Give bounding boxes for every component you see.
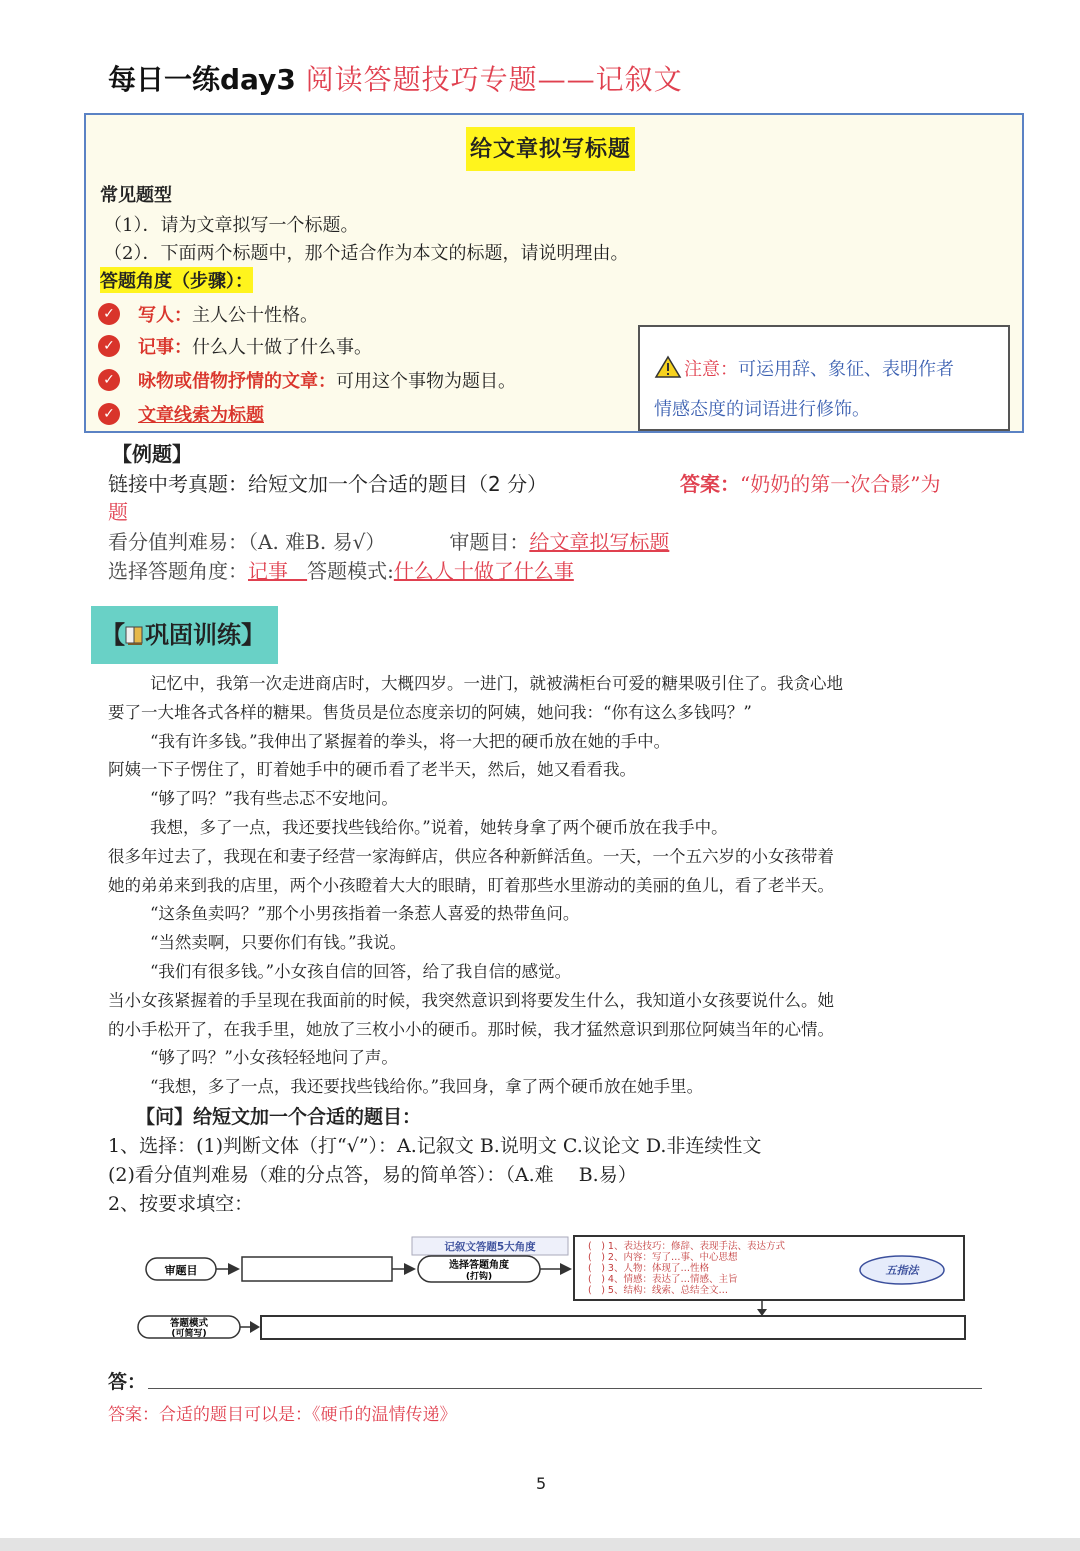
angle-option[interactable]: ( ) 4、情感：表达了…情感、主旨 (588, 1274, 738, 1285)
passage-line: 她的弟弟来到我的店里，两个小孩瞪着大大的眼睛，盯着那些水里游动的美丽的鱼儿，看了老半天。 (108, 875, 834, 895)
check-icon: ✓ (98, 303, 120, 325)
example-question: 链接中考真题：给短文加一个合适的题目（2 分） (108, 472, 548, 496)
note-box (638, 325, 1010, 431)
type-1: （1）．请为文章拟写一个标题。 (104, 215, 359, 236)
angle-item-3: 咏物或借物抒情的文章：可用这个事物为题目。 (138, 371, 516, 392)
mode-input-box[interactable] (261, 1316, 965, 1339)
passage-line: “我想，多了一点，我还要找些钱给你。”我回身，拿了两个硬币放在她手里。 (150, 1077, 704, 1097)
angle-label: 答题角度（步骤）： (100, 267, 253, 293)
angle-item-1: 写人：主人公十性格。 (138, 305, 318, 326)
note-line-2: 情感态度的词语进行修饰。 (654, 399, 870, 420)
passage-line: “我们有很多钱。”小女孩自信的回答，给了我自信的感觉。 (150, 961, 572, 981)
five-angles-label: 记叙文答题5大角度 (444, 1241, 536, 1253)
mode-label: 答题模式 (169, 1318, 209, 1329)
angle-option[interactable]: ( ) 5、结构：线索、总结全文… (588, 1285, 728, 1296)
question-line-1: 1、选择：(1)判断文体（打“√”）：A.记叙文 B.说明文 C.议论文 D.非连续性文 (108, 1135, 762, 1157)
passage-line: 我想，多了一点，我还要找些钱给你。”说着，她转身拿了两个硬币放在我手中。 (150, 817, 728, 837)
answer-line[interactable] (148, 1388, 982, 1389)
title-lead: 每日一练day3 (108, 63, 306, 96)
question-line-2: (2)看分值判难易（难的分点答，易的简单答）：（A.难 B.易） (108, 1164, 637, 1186)
answer-flow-diagram (130, 1230, 980, 1348)
common-types-label: 常见题型 (100, 185, 172, 206)
check-icon: ✓ (98, 403, 120, 425)
answer-label: 答： (108, 1371, 147, 1393)
mode-hint: (可简写) (171, 1329, 207, 1339)
passage-line: “我有许多钱。”我伸出了紧握着的拳头，将一大把的硬币放在她的手中。 (150, 731, 671, 751)
passage-line: 记忆中，我第一次走进商店时，大概四岁。一进门，就被满柜台可爱的糖果吸引住了。我贪心地 (150, 674, 843, 693)
example-angle-line: 选择答题角度：记事 答题模式:什么人十做了什么事 (108, 559, 574, 583)
angle-option[interactable]: ( ) 3、人物：体现了…性格 (588, 1263, 709, 1274)
note-line-1: 注意：可运用辞、象征、表明作者 (654, 355, 954, 381)
five-finger-label: 五指法 (885, 1264, 919, 1277)
page-bottom-strip (0, 1538, 1080, 1551)
passage-line: 的小手松开了，在我手里，她放了三枚小小的硬币。那时候，我才猛然意识到那位阿姨当年的心情。 (108, 1019, 834, 1039)
passage-line: 很多年过去了，我现在和妻子经营一家海鲜店，供应各种新鲜活鱼。一天，一个五六岁的小女孩带着 (108, 846, 834, 866)
tips-card (84, 113, 1024, 433)
passage-line: 要了一大堆各式各样的糖果。售货员是位态度亲切的阿姨，她问我：“你有这么多钱吗？” (108, 702, 752, 722)
review-label: 审题目 (164, 1264, 198, 1277)
example-answer-cont: 题 (108, 500, 128, 524)
question-heading: 【问】给短文加一个合适的题目： (136, 1106, 422, 1128)
title-topic: 阅读答题技巧专题——记叙文 (305, 63, 683, 96)
choose-angle-label: 选择答题角度 (449, 1260, 509, 1271)
check-icon: ✓ (98, 335, 120, 357)
angle-item-2: 记事：什么人十做了什么事。 (138, 337, 372, 358)
passage-line: “这条鱼卖吗？”那个小男孩指着一条惹人喜爱的热带鱼问。 (150, 904, 580, 924)
angle-option[interactable]: ( ) 2、内容：写了…事、中心思想 (588, 1252, 738, 1263)
type-2: （2）．下面两个标题中，那个适合作为本文的标题，请说明理由。 (104, 243, 629, 264)
example-answer: 答案：“奶奶的第一次合影”为 (680, 472, 941, 496)
question-line-3: 2、按要求填空： (108, 1193, 254, 1215)
page-title (108, 58, 683, 98)
final-answer: 答案：合适的题目可以是：《硬币的温情传递》 (108, 1405, 457, 1425)
review-input-box[interactable] (242, 1257, 392, 1281)
example-difficulty-line: 看分值判难易：（A. 难B. 易√） 审题目：给文章拟写标题 (108, 530, 670, 554)
check-icon: ✓ (98, 369, 120, 391)
passage-line: 当小女孩紧握着的手呈现在我面前的时候，我突然意识到将要发生什么，我知道小女孩要说什么。她 (108, 990, 834, 1010)
training-heading: 【 巩固训练】 (91, 606, 278, 664)
passage-line: “够了吗？”小女孩轻轻地问了声。 (150, 1048, 398, 1068)
example-heading: 【例题】 (112, 442, 192, 466)
angle-option[interactable]: ( ) 1、表达技巧：修辞、表现手法、表达方式 (588, 1241, 785, 1252)
choose-angle-hint: (打钩) (465, 1272, 493, 1282)
angle-item-4: 文章线索为标题 (138, 405, 264, 426)
page-number: 5 (536, 1474, 547, 1493)
warning-icon (654, 355, 682, 379)
passage-line: 阿姨一下子愣住了，盯着她手中的硬币看了老半天，然后，她又看看我。 (108, 760, 636, 780)
book-icon (125, 624, 145, 646)
passage-line: “当然卖啊，只要你们有钱。”我说。 (150, 933, 407, 953)
reading-passage (108, 670, 988, 1102)
card-title: 给文章拟写标题 (466, 127, 635, 171)
passage-line: “够了吗？”我有些忐忑不安地问。 (150, 789, 398, 809)
